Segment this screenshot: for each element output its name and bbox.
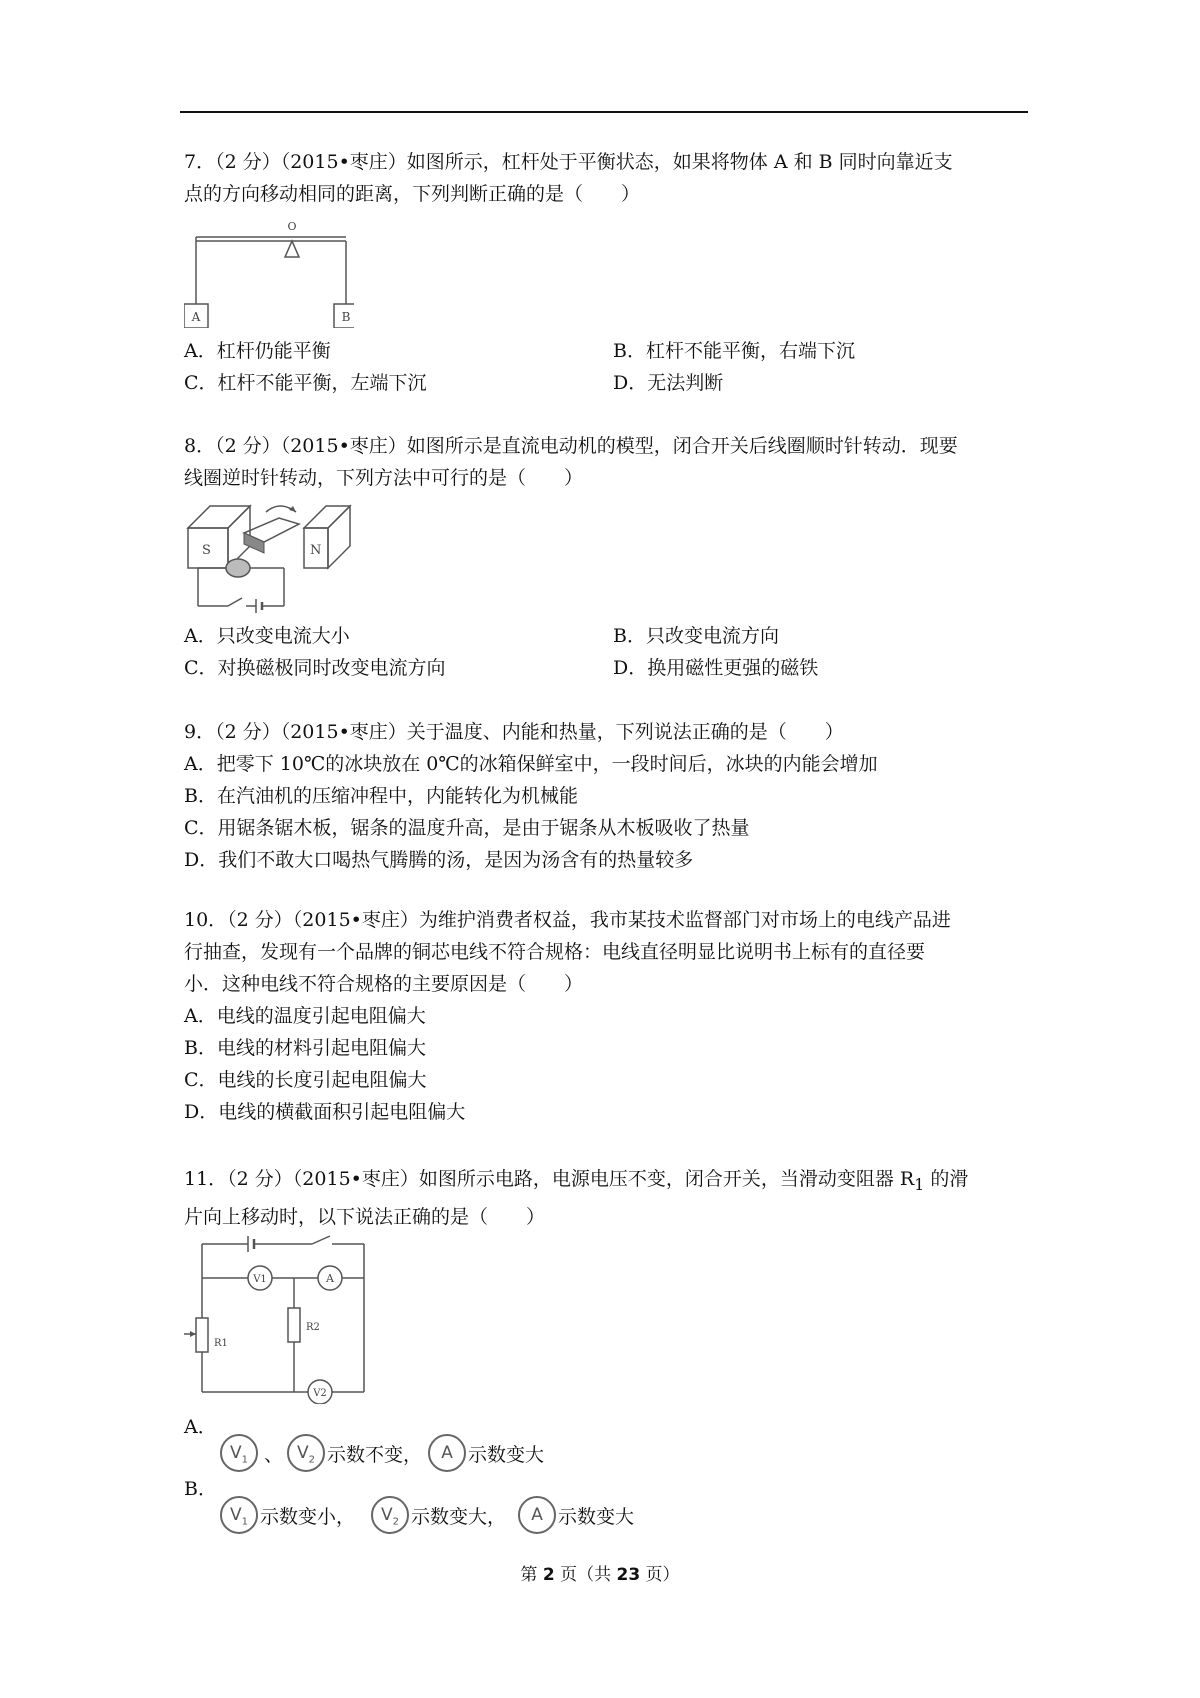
question-9-option-a: A．把零下 10℃的冰块放在 0℃的冰箱保鲜室中，一段时间后，冰块的内能会增加 [184,753,878,775]
question-11-option-b [220,1496,634,1534]
question-7-option-c: C．杠杆不能平衡，左端下沉 [184,372,427,394]
question-8-option-c: C．对换磁极同时改变电流方向 [184,657,446,679]
question-7-stem-line2: 点的方向移动相同的距离，下列判断正确的是（ ） [184,183,641,205]
voltmeter-v2-icon [287,1434,325,1472]
page-footer [0,1560,1200,1585]
circuit-ammeter-label: A [326,1272,334,1285]
question-10-option-b: B．电线的材料引起电阻偏大 [184,1037,426,1059]
question-11-option-a-sep: 、 [264,1443,284,1466]
question-10-option-d: D．电线的横截面积引起电阻偏大 [184,1101,466,1123]
question-7-option-b: B．杠杆不能平衡，右端下沉 [613,340,855,362]
voltmeter-v1-sub: 1 [241,1516,248,1528]
question-10-stem-line2: 行抽查，发现有一个品牌的铜芯电线不符合规格：电线直径明显比说明书上标有的直径要 [184,941,926,963]
circuit-r1-label: R1 [214,1338,228,1349]
question-11-stem-line1-a: 11．（2 分）（2015•枣庄）如图所示电路，电源电压不变，闭合开关，当滑动变阻器 R [184,1168,915,1190]
question-11-stem-line1 [184,1163,1028,1201]
voltmeter-v2-letter: V [381,1505,393,1525]
question-11-stem-line1-b: 的滑 [924,1168,969,1190]
question-9-option-c: C．用锯条锯木板，锯条的温度升高，是由于锯条从木板吸收了热量 [184,817,750,839]
question-10-stem-line3: 小．这种电线不符合规格的主要原因是（ ） [184,973,584,995]
circuit-figure [184,1234,374,1404]
footer-page-number: 2 [542,1565,555,1585]
question-10-stem-line1: 10．（2 分）（2015•枣庄）为维护消费者权益，我市某技术监督部门对市场上的电线产品进 [184,909,951,931]
question-7 [184,146,1028,210]
question-9-option-d: D．我们不敢大口喝热气腾腾的汤，是因为汤含有的热量较多 [184,849,694,871]
motor-north-pole-label: N [310,543,322,558]
question-7-stem-line1: 7．（2 分）（2015•枣庄）如图所示，杠杆处于平衡状态，如果将物体 A 和 B 同时向靠近支 [184,151,953,173]
lever-block-b-label: B [341,310,351,324]
voltmeter-v1-icon [220,1496,258,1534]
question-8-stem-line1: 8．（2 分）（2015•枣庄）如图所示是直流电动机的模型，闭合开关后线圈顺时针转动．现要 [184,435,958,457]
question-7-options [184,335,1028,399]
circuit-r2-label: R2 [306,1322,320,1333]
question-8-option-d: D．换用磁性更强的磁铁 [613,657,819,679]
lever-figure [184,218,354,328]
question-8-options [184,620,1028,684]
lever-pivot-label: O [287,220,297,233]
ammeter-letter: A [441,1443,453,1463]
question-11 [184,1163,1028,1233]
question-11-option-a-text1: 示数不变， [327,1443,423,1466]
voltmeter-v1-icon [220,1434,258,1472]
question-11-option-a-letter: A． [184,1416,217,1438]
motor-figure [184,498,354,618]
question-11-r1-subscript: 1 [914,1174,925,1194]
ammeter-letter: A [531,1505,543,1525]
voltmeter-v2-sub: 2 [308,1454,316,1466]
ammeter-icon [518,1496,556,1534]
question-10-option-a: A．电线的温度引起电阻偏大 [184,1005,426,1027]
footer-middle: 页（共 [554,1565,617,1585]
footer-prefix: 第 [520,1565,543,1585]
voltmeter-v1-letter: V [229,1443,242,1463]
question-8-option-a: A．只改变电流大小 [184,625,350,647]
question-11-option-b-text1: 示数变小， [260,1505,356,1528]
voltmeter-v2-letter: V [297,1443,309,1463]
question-11-option-a [220,1434,544,1472]
question-9-stem: 9．（2 分）（2015•枣庄）关于温度、内能和热量，下列说法正确的是（ ） [184,721,844,743]
voltmeter-v1-letter: V [229,1505,242,1525]
circuit-v2-label: V2 [313,1388,327,1399]
motor-south-pole-label: S [202,543,211,558]
header-rule [180,111,1028,113]
question-11-option-b-text2: 示数变大， [411,1505,507,1528]
question-8-stem-line2: 线圈逆时针转动，下列方法中可行的是（ ） [184,467,584,489]
question-9-option-b: B．在汽油机的压缩冲程中，内能转化为机械能 [184,785,578,807]
question-7-option-a: A．杠杆仍能平衡 [184,340,331,362]
voltmeter-v2-icon [371,1496,409,1534]
question-8 [184,430,1028,494]
question-9 [184,716,1028,876]
ammeter-icon [428,1434,466,1472]
question-10 [184,904,1028,1128]
footer-total-pages: 23 [616,1565,641,1585]
question-11-stem-line2: 片向上移动时，以下说法正确的是（ ） [184,1205,546,1228]
question-8-option-b: B．只改变电流方向 [613,625,779,647]
voltmeter-v1-sub: 1 [241,1454,248,1466]
circuit-v1-label: V1 [253,1274,267,1285]
lever-block-a-label: A [191,310,201,324]
voltmeter-v2-sub: 2 [392,1516,400,1528]
question-10-option-c: C．电线的长度引起电阻偏大 [184,1069,427,1091]
footer-suffix: 页） [640,1565,680,1585]
question-11-option-b-letter: B． [184,1478,217,1500]
question-7-option-d: D．无法判断 [613,372,724,394]
question-11-option-b-text3: 示数变大 [558,1505,635,1528]
question-11-option-a-text2: 示数变大 [468,1443,545,1466]
